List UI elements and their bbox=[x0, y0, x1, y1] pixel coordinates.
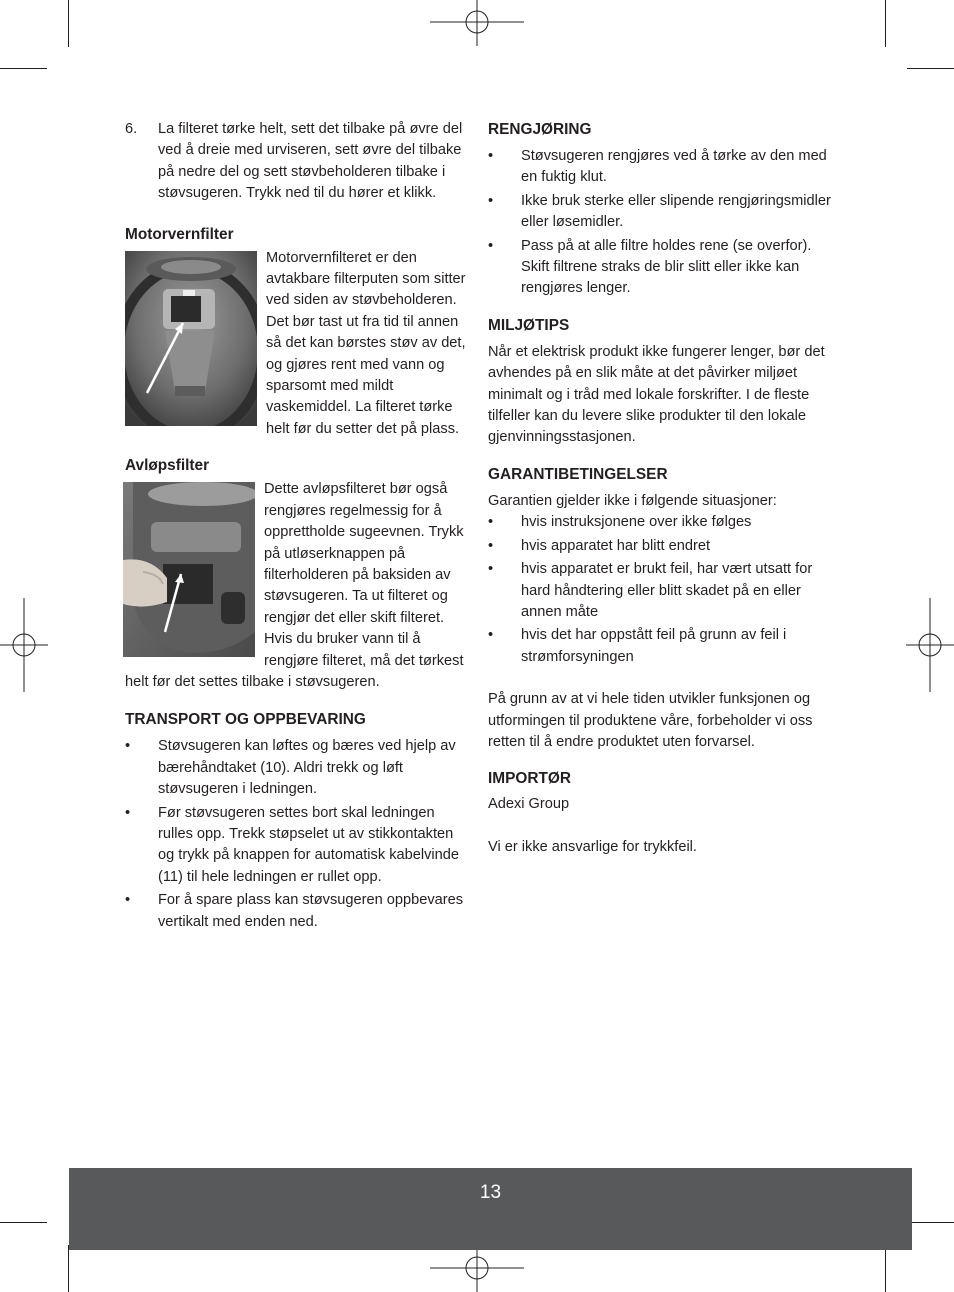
miljotips-text: Når et elektrisk produkt ikke fungerer lenger, bør det avhendes på en slik måte at det påvirker miljøet minimalt og i tråd med lokale forskrifter. I de fleste tilfeller kan du levere slike produkter til den lokale gjenvinningsstasjonen. bbox=[488, 343, 825, 446]
transport-list bbox=[125, 736, 470, 933]
list-item: • For å spare plass kan støvsugeren oppbevares vertikalt med enden ned. bbox=[125, 890, 470, 933]
list-item: • Støvsugeren rengjøres ved å tørke av den med en fuktig klut. bbox=[488, 146, 833, 189]
rengjoring-list bbox=[488, 146, 833, 300]
garanti-intro: Garantien gjelder ikke i følgende situasjoner: bbox=[488, 492, 777, 509]
garanti-closing: På grunn av at vi hele tiden utvikler funksjonen og utformingen til produktene våre, forbeholder vi oss retten til å endre produktet uten forvarsel. bbox=[488, 691, 813, 750]
list-item: • hvis det har oppstått feil på grunn av feil i strømforsyningen bbox=[488, 625, 833, 668]
motorvernfilter-section bbox=[125, 248, 470, 441]
list-item: • Pass på at alle filtre holdes rene (se overfor). Skift filtrene straks de blir slitt eller ikke kan rengjøres lenger. bbox=[488, 236, 833, 300]
right-column bbox=[488, 119, 833, 858]
bullet-icon: • bbox=[488, 627, 494, 644]
list-item: • hvis apparatet er brukt feil, har vært utsatt for hard håndtering eller blitt skadet på en eller annen måte bbox=[488, 559, 833, 623]
step-text: La filteret tørke helt, sett det tilbake på øvre del ved å dreie med urviseren, sett øvre del tilbake på nedre del og sett støvbeholderen tilbake i støvsugeren. Trykk ned til du hører et klikk. bbox=[158, 121, 463, 202]
avlopsfilter-section bbox=[125, 479, 470, 693]
registration-mark-icon bbox=[430, 1244, 524, 1292]
crop-mark bbox=[885, 0, 886, 47]
exhaust-filter-photo bbox=[123, 482, 255, 657]
section-title-garanti: GARANTIBETINGELSER bbox=[488, 465, 668, 483]
section-title-rengjoring: RENGJØRING bbox=[488, 121, 592, 138]
bullet-icon: • bbox=[488, 192, 494, 209]
list-item: • Før støvsugeren settes bort skal ledningen rulles opp. Trekk støpselet ut av stikkontakten og trykk på knappen for automatisk kabelvinde (11) til hele ledningen er rullet opp. bbox=[125, 803, 470, 889]
crop-mark bbox=[68, 0, 69, 47]
bullet-icon: • bbox=[488, 537, 494, 554]
registration-mark-icon bbox=[430, 0, 524, 46]
motor-filter-photo bbox=[125, 251, 257, 426]
crop-mark bbox=[907, 68, 954, 69]
bullet-icon: • bbox=[488, 148, 494, 164]
footer-bar bbox=[69, 1168, 912, 1250]
list-item: • hvis apparatet har blitt endret bbox=[488, 536, 833, 557]
list-item: • Støvsugeren kan løftes og bæres ved hjelp av bærehåndtaket (10). Aldri trekk og løft støvsugeren i ledningen. bbox=[125, 736, 470, 800]
section-title-motorvernfilter: Motorvernfilter bbox=[125, 225, 234, 243]
registration-mark-icon bbox=[906, 598, 954, 692]
crop-mark bbox=[907, 1222, 954, 1223]
bullet-icon: • bbox=[488, 514, 494, 531]
section-title-transport: TRANSPORT OG OPPBEVARING bbox=[125, 711, 366, 729]
step-number: 6. bbox=[125, 121, 138, 137]
registration-mark-icon bbox=[0, 598, 48, 692]
bullet-icon: • bbox=[488, 561, 494, 578]
bullet-icon: • bbox=[125, 804, 131, 821]
page-number: 13 bbox=[479, 1182, 502, 1203]
crop-mark bbox=[68, 1245, 69, 1292]
list-item: • Ikke bruk sterke eller slipende rengjøringsmidler eller løsemidler. bbox=[488, 191, 833, 234]
bullet-icon: • bbox=[125, 738, 131, 755]
crop-mark bbox=[885, 1245, 886, 1292]
crop-mark bbox=[0, 68, 47, 69]
bullet-icon: • bbox=[488, 237, 494, 254]
motorvernfilter-text: Motorvernfilteret er den avtakbare filterputen som sitter ved siden av støvbeholderen. Det bør tast ut fra tid til annen så det kan børstes støv av det, og gjøres rent med vann og sparsomt med mildt vaskemiddel. La filteret tørke helt før du setter det på plass. bbox=[266, 249, 466, 437]
garanti-list bbox=[488, 512, 833, 668]
numbered-step bbox=[125, 119, 470, 205]
importor-company: Adexi Group bbox=[488, 796, 570, 813]
left-column bbox=[125, 119, 470, 935]
section-title-miljotips: MILJØTIPS bbox=[488, 316, 570, 334]
section-title-avlopsfilter: Avløpsfilter bbox=[125, 457, 210, 475]
print-disclaimer: Vi er ikke ansvarlige for trykkfeil. bbox=[488, 838, 697, 855]
crop-mark bbox=[0, 1222, 47, 1223]
bullet-icon: • bbox=[125, 892, 131, 909]
avlopsfilter-text: Dette avløpsfilteret bør også rengjøres regelmessig for å opprettholde sugeevnen. Trykk på utløserknappen på filterholderen på baksiden av støvsugeren. Ta ut filteret og rengjør det eller skift filteret. Hvis du bruker vann til å rengjøre filteret, må det tørkest helt før det settes tilbake i støvsugeren. bbox=[125, 481, 464, 690]
section-title-importor: IMPORTØR bbox=[488, 770, 571, 788]
list-item: • hvis instruksjonene over ikke følges bbox=[488, 512, 833, 533]
